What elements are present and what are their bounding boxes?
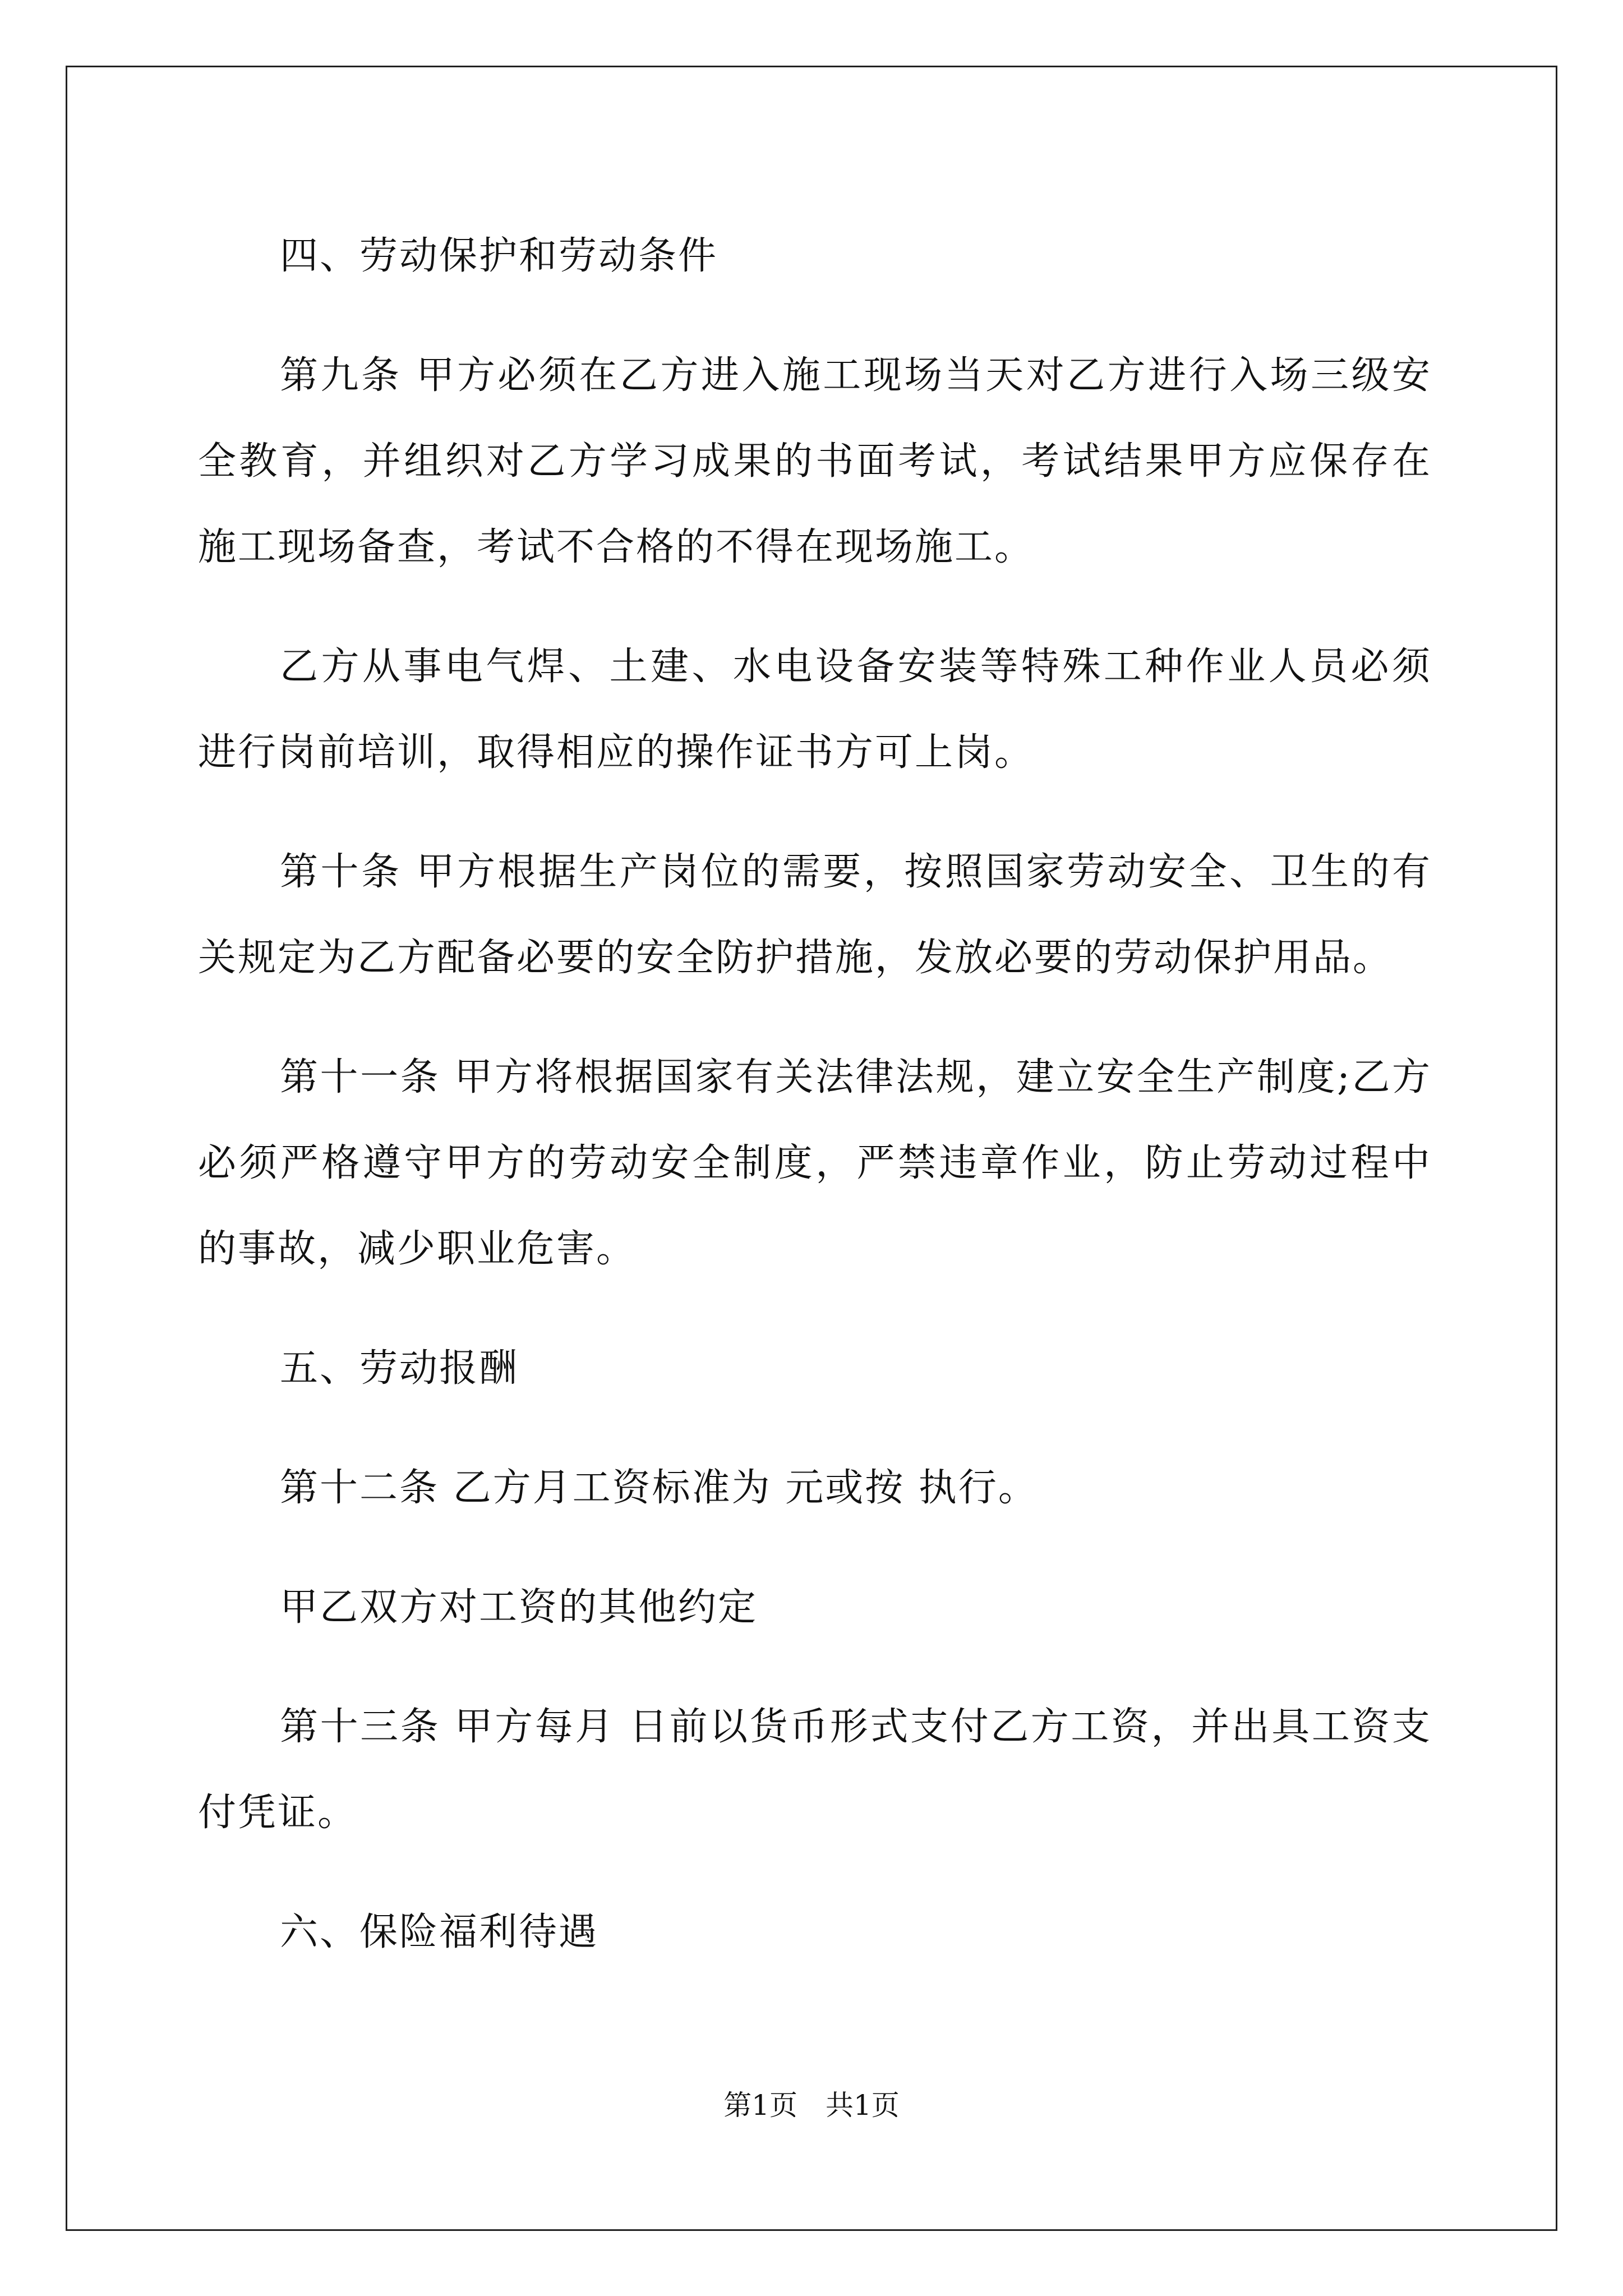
section-heading-remuneration: 五、劳动报酬: [280, 1346, 519, 1391]
other-wage-agreement-paragraph: 甲乙双方对工资的其他约定: [280, 1585, 758, 1630]
document-body: [198, 213, 1432, 1975]
section-heading-labor-protection: 四、劳动保护和劳动条件: [280, 234, 718, 278]
special-trades-paragraph: 乙方从事电气焊、土建、水电设备安装等特殊工种作业人员必须进行岗前培训，取得相应的操作证书方可上岗。: [198, 645, 1432, 775]
article-10-paragraph: 第十条 甲方根据生产岗位的需要，按照国家劳动安全、卫生的有关规定为乙方配备必要的安全防护措施，发放必要的劳动保护用品。: [198, 850, 1432, 980]
page-number-footer: 第1页 共1页: [723, 2089, 900, 2122]
section-heading-insurance-welfare: 六、保险福利待遇: [280, 1910, 599, 1954]
article-13-paragraph: 第十三条 甲方每月 日前以货币形式支付乙方工资，并出具工资支付凭证。: [198, 1705, 1432, 1835]
article-12-paragraph: 第十二条 乙方月工资标准为 元或按 执行。: [280, 1466, 1038, 1510]
article-11-paragraph: 第十一条 甲方将根据国家有关法律法规，建立安全生产制度;乙方必须严格遵守甲方的劳动安全制度，严禁违章作业，防止劳动过程中的事故，减少职业危害。: [198, 1055, 1432, 1271]
article-9-paragraph: 第九条 甲方必须在乙方进入施工现场当天对乙方进行入场三级安全教育，并组织对乙方学习成果的书面考试，考试结果甲方应保存在施工现场备查，考试不合格的不得在现场施工。: [198, 353, 1432, 569]
